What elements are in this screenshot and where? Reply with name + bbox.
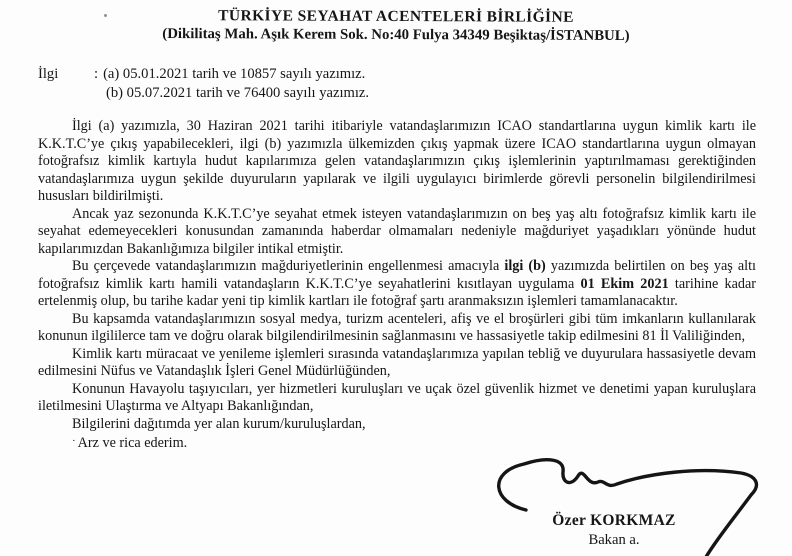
- letter-header: [0, 0, 792, 46]
- paragraph-3-bold-date: 01 Ekim 2021: [580, 275, 669, 292]
- signatory-name: Özer KORKMAZ: [552, 512, 676, 529]
- paragraph-7: Bilgilerini dağıtımda yer alan kurum/kuruluşlardan,: [72, 415, 366, 432]
- paragraph-3-bold-reference: ilgi (b): [504, 258, 546, 274]
- paragraph-6: Konunun Havayolu taşıyıcıları, yer hizmetleri kuruluşları ve uçak özel güvenlik hizmet ve denetimi yapan kuruluşlara iletilmesini Ulaştırma ve Altyapı Bakanlığından,: [38, 380, 756, 414]
- recipient-title: TÜRKİYE SEYAHAT ACENTELERİ BİRLİĞİNE: [218, 7, 574, 26]
- closing-text: Arz ve rica ederim.: [77, 435, 188, 451]
- paragraph-3: [38, 258, 756, 311]
- signatory-role: Bakan a.: [588, 532, 640, 548]
- paragraph-3-text-mid: yazımızda belirtilen on beş yaş altı fotoğrafsız kimlik kartı hamili vatandaşların K.K.T.C’ye seyahatlerini kısıtlayan uygulama: [38, 258, 756, 292]
- reference-label: İlgi: [38, 66, 59, 82]
- recipient-address: (Dikilitaş Mah. Aşık Kerem Sok. No:40 Fulya 34349 Beşiktaş/İSTANBUL): [162, 25, 630, 45]
- reference-item-b: (b) 05.07.2021 tarih ve 76400 sayılı yazımız.: [106, 85, 370, 101]
- signature-block: [464, 456, 764, 556]
- paragraph-3-text-pre: Bu çerçevede vatandaşlarımızın mağduriyetlerinin engellenmesi amacıyla: [72, 258, 505, 274]
- paragraph-3-text-post: tarihine kadar ertelenmiş olup, bu tarihe kadar yeni tip kimlik kartları ile fotoğraf şartı aranmaksızın işlemleri tamamlanacaktır.: [38, 275, 756, 309]
- letter-body: [38, 118, 756, 453]
- reference-colon: :: [94, 66, 99, 82]
- closing-artifact-mark: ·: [72, 435, 76, 447]
- reference-item-a: (a) 05.01.2021 tarih ve 10857 sayılı yazımız.: [103, 66, 366, 82]
- paragraph-4: Bu kapsamda vatandaşlarımızın sosyal medya, turizm acenteleri, afiş ve el broşürleri gibi tüm imkanların kullanılarak konunun ilgililerce tam ve doğru olarak bilgilendirilmesinin sağlanmasını ve hassasiyetle takip edilmesini 81 İl Valiliğinden,: [38, 310, 756, 344]
- reference-row-b: [38, 84, 756, 103]
- closing-line: [38, 433, 756, 453]
- reference-row-a: [38, 65, 756, 84]
- paragraph-5: Kimlik kartı müracaat ve yenileme işlemleri sırasında vatandaşlarımıza yapılan tebliğ ve duyurulara hassasiyetle devam edilmesini Nüfus ve Vatandaşlık İşleri Genel Müdürlüğünden,: [38, 345, 756, 379]
- reference-block: [38, 65, 756, 103]
- paragraph-2: Ancak yaz sezonunda K.K.T.C’ye seyahat etmek isteyen vatandaşlarımızın on beş yaş altı fotoğrafsız kimlik kartı ile seyahat edemeyecekleri konusundan zamanında haberdar olmamaları nedeniyle mağduriyet yaşadıkları yönünde hudut kapılarımızdan Bakanlığımıza bilgiler intikal etmiştir.: [38, 205, 756, 257]
- paragraph-1: İlgi (a) yazımızla, 30 Haziran 2021 tarihi itibariyle vatandaşlarımızın ICAO standartlarına uygun kimlik kartı ile K.K.T.C’ye çıkış yapabilecekleri, ilgi (b) yazımızla ülkemizden çıkış yapmak üzere ICAO standartlarına uygun olmayan fotoğrafsız kimlik kartıyla hudut kapılarımıza gelen vatandaşlarımızın çıkış işlemlerinin yaptırılmaması gerektiğinden vatandaşlarımıza uygun şekilde duyuruların yapılarak ve ilgili uygulayıcı birimlerde görevli personelin bilgilendirilmesi hususları bildirilmişti.: [38, 118, 756, 204]
